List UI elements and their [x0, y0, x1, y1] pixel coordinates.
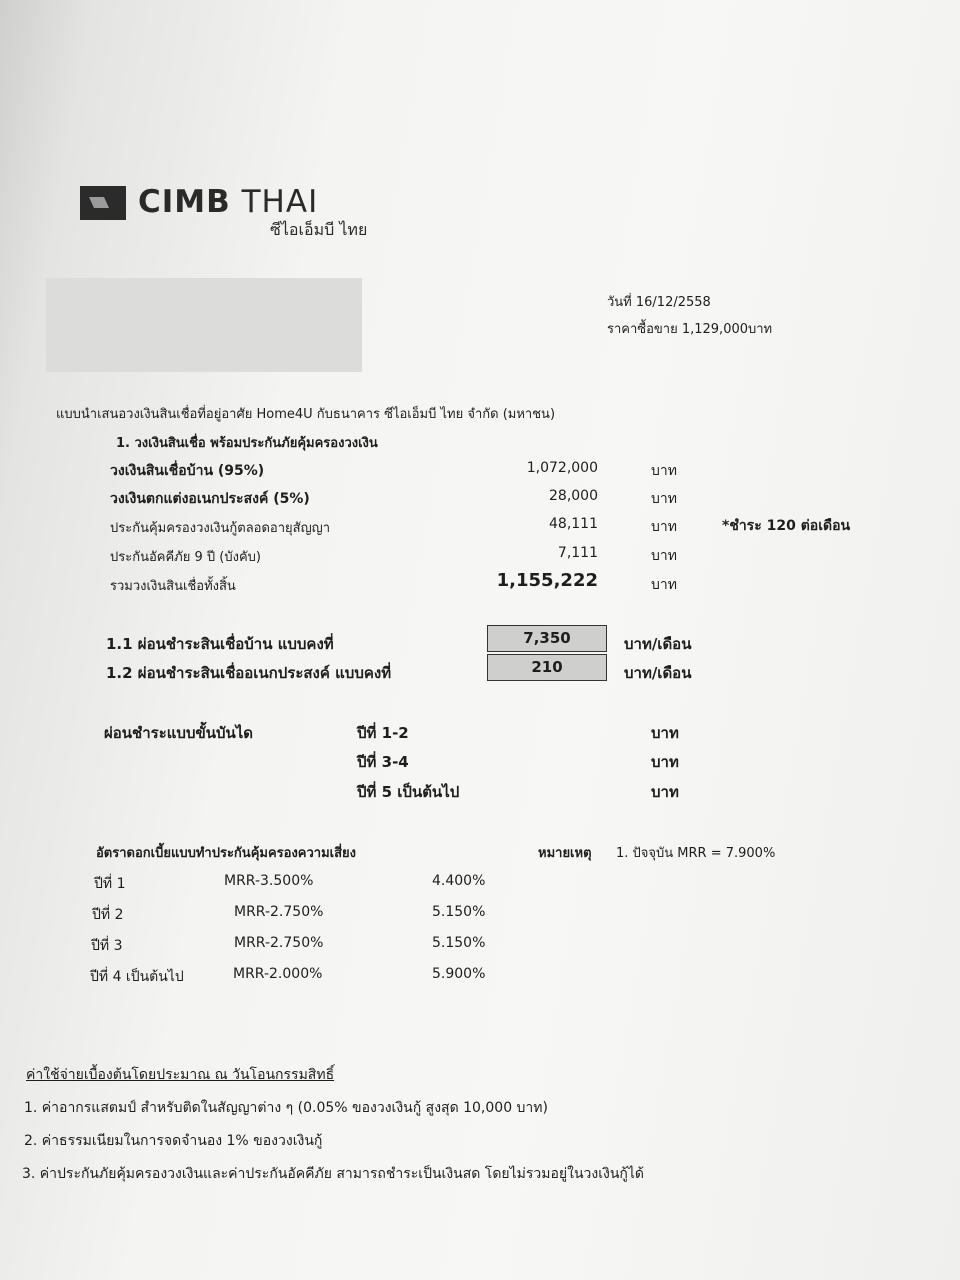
- step-period: ปีที่ 3-4: [357, 753, 409, 771]
- loan-row-unit: บาท: [651, 519, 677, 535]
- rate-year: ปีที่ 4 เป็นต้นไป: [90, 969, 184, 985]
- loan-total-unit: บาท: [651, 577, 677, 593]
- loan-row-label: วงเงินตกแต่งอเนกประสงค์ (5%): [110, 491, 310, 507]
- logo-country: THAI: [241, 184, 319, 220]
- rate-value: 4.400%: [432, 873, 486, 889]
- rate-value: 5.150%: [432, 904, 486, 920]
- loan-row-note: *ชำระ 120 ต่อเดือน: [722, 518, 851, 534]
- step-unit: บาท: [651, 724, 679, 742]
- installment-label: 1.1 ผ่อนชำระสินเชื่อบ้าน แบบคงที่: [106, 635, 334, 653]
- loan-row-amount: 1,072,000: [526, 460, 598, 476]
- expense-item: 2. ค่าธรรมเนียมในการจดจำนอง 1% ของวงเงินกู้: [24, 1133, 323, 1149]
- logo-brand: CIMB: [138, 184, 231, 220]
- loan-row-unit: บาท: [651, 548, 677, 564]
- loan-total-amount: 1,155,222: [496, 570, 598, 591]
- installment-value: 7,350: [487, 625, 607, 652]
- sale-price: ราคาซื้อขาย 1,129,000บาท: [607, 322, 773, 337]
- step-unit: บาท: [651, 753, 679, 771]
- installment-value: 210: [487, 654, 607, 681]
- installment-unit: บาท/เดือน: [624, 664, 692, 682]
- step-unit: บาท: [651, 783, 679, 801]
- expense-item: 3. ค่าประกันภัยคุ้มครองวงเงินและค่าประกันอัคคีภัย สามารถชำระเป็นเงินสด โดยไม่รวมอยู่ในวงเงินกู้ได้: [22, 1166, 645, 1182]
- loan-row-unit: บาท: [651, 463, 677, 479]
- rate-value: 5.900%: [432, 966, 486, 982]
- loan-row-amount: 28,000: [549, 488, 598, 504]
- step-title: ผ่อนชำระแบบขั้นบันได: [104, 724, 254, 742]
- step-period: ปีที่ 5 เป็นต้นไป: [357, 783, 460, 801]
- rate-year: ปีที่ 2: [92, 907, 124, 923]
- expenses-title: ค่าใช้จ่ายเบื้องต้นโดยประมาณ ณ วันโอนกรรมสิทธิ์: [26, 1067, 335, 1083]
- loan-row-label: วงเงินสินเชื่อบ้าน (95%): [110, 463, 265, 479]
- logo-thai-name: ซีไอเอ็มบี ไทย: [270, 220, 368, 239]
- rate-year: ปีที่ 3: [91, 938, 123, 954]
- rate-value: 5.150%: [432, 935, 486, 951]
- rate-mrr: MRR-2.000%: [233, 966, 323, 982]
- intro-line: แบบนำเสนอวงเงินสินเชื่อที่อยู่อาศัย Home4U กับธนาคาร ซีไอเอ็มบี ไทย จำกัด (มหาชน): [56, 407, 556, 422]
- note-text: 1. ปัจจุบัน MRR = 7.900%: [616, 846, 776, 861]
- loan-row-label: ประกันอัคคีภัย 9 ปี (บังคับ): [110, 550, 261, 565]
- installment-label: 1.2 ผ่อนชำระสินเชื่ออเนกประสงค์ แบบคงที่: [106, 664, 392, 682]
- rate-year: ปีที่ 1: [94, 876, 126, 892]
- redacted-block: [46, 278, 362, 372]
- rate-mrr: MRR-2.750%: [234, 904, 324, 920]
- section1-title: 1. วงเงินสินเชื่อ พร้อมประกันภัยคุ้มครองวงเงิน: [116, 436, 378, 451]
- expense-item: 1. ค่าอากรแสตมป์ สำหรับติดในสัญญาต่าง ๆ (0.05% ของวงเงินกู้ สูงสุด 10,000 บาท): [24, 1100, 548, 1116]
- loan-row-amount: 48,111: [549, 516, 598, 532]
- rates-title: อัตราดอกเบี้ยแบบทำประกันคุ้มครองความเสี่ยง: [96, 846, 356, 861]
- cimb-logo-mark: [80, 186, 126, 220]
- rate-mrr: MRR-2.750%: [234, 935, 324, 951]
- loan-total-label: รวมวงเงินสินเชื่อทั้งสิ้น: [110, 579, 236, 594]
- loan-row-amount: 7,111: [557, 545, 598, 561]
- logo-wordmark: [138, 184, 318, 220]
- installment-unit: บาท/เดือน: [624, 635, 692, 653]
- step-period: ปีที่ 1-2: [357, 724, 409, 742]
- loan-row-label: ประกันคุ้มครองวงเงินกู้ตลอดอายุสัญญา: [110, 521, 331, 536]
- document-date: วันที่ 16/12/2558: [607, 295, 711, 310]
- note-label: หมายเหตุ: [538, 846, 592, 861]
- loan-row-unit: บาท: [651, 491, 677, 507]
- rate-mrr: MRR-3.500%: [224, 873, 314, 889]
